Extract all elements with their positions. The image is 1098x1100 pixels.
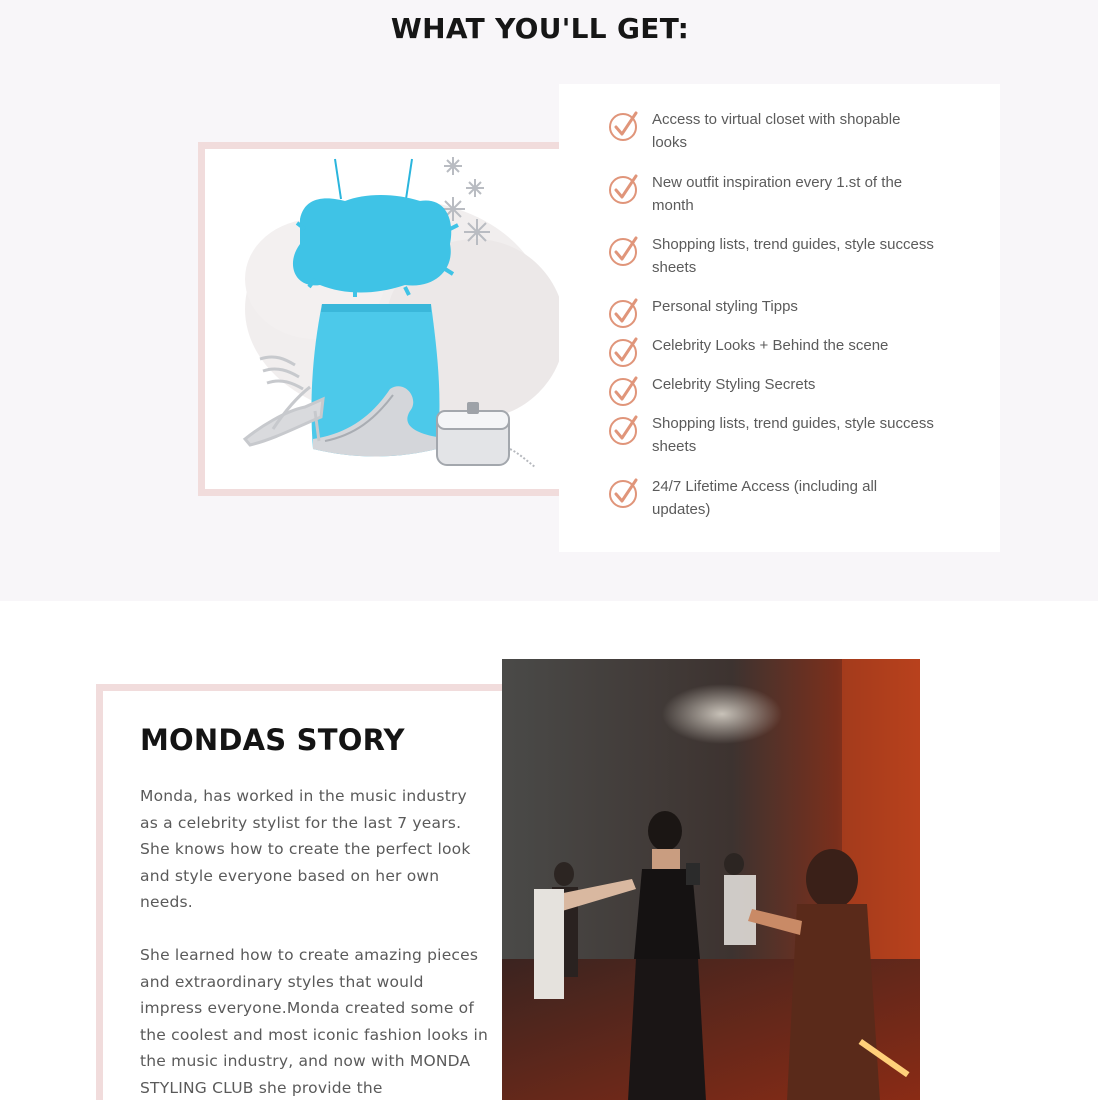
benefit-item: [607, 108, 907, 154]
benefit-item: [607, 412, 934, 458]
benefit-text: New outfit inspiration every 1.st of the month: [652, 174, 903, 214]
story-card: [96, 684, 536, 1100]
checkmark-circle-icon: [607, 233, 641, 267]
story-title: MONDAS STORY: [140, 723, 405, 757]
outfit-image-frame: [198, 142, 586, 496]
benefit-text: Personal styling Tipps: [652, 298, 798, 315]
story-section: [0, 601, 1098, 1100]
checkmark-circle-icon: [607, 412, 641, 446]
checkmark-circle-icon: [607, 475, 641, 509]
benefit-item: [607, 334, 907, 357]
checkmark-circle-icon: [607, 334, 641, 368]
checkmark-circle-icon: [607, 171, 641, 205]
benefit-text: Shopping lists, trend guides, style success sheets: [652, 236, 934, 276]
checkmark-circle-icon: [607, 295, 641, 329]
benefits-list: [559, 84, 1000, 552]
benefit-text: 24/7 Lifetime Access (including all updates): [652, 478, 878, 518]
checkmark-circle-icon: [607, 108, 641, 142]
benefit-item: [607, 233, 934, 279]
benefit-item: [607, 171, 907, 217]
benefits-title: WHAT YOU'LL GET:: [390, 12, 690, 45]
outfit-collage-image: [205, 149, 579, 489]
benefit-text: Shopping lists, trend guides, style success sheets: [652, 415, 934, 455]
benefit-item: [607, 373, 907, 396]
story-paragraph-2: She learned how to create amazing pieces and extraordinary styles that would impress everyone.Monda created some of the coolest and most iconic fashion looks in the music industry, and now with MONDA STYLING CLUB she provide the: [140, 946, 488, 1097]
benefit-text: Celebrity Looks + Behind the scene: [652, 337, 889, 354]
checkmark-circle-icon: [607, 373, 641, 407]
story-paragraph-1: Monda, has worked in the music industry as a celebrity stylist for the last 7 years. She knows how to create the perfect look and style everyone based on her own needs.: [140, 787, 471, 911]
benefit-item: [607, 295, 907, 318]
benefit-text: Celebrity Styling Secrets: [652, 376, 816, 393]
event-photo: [502, 659, 920, 1100]
benefit-text: Access to virtual closet with shopable looks: [652, 111, 901, 151]
benefit-item: [607, 475, 907, 521]
